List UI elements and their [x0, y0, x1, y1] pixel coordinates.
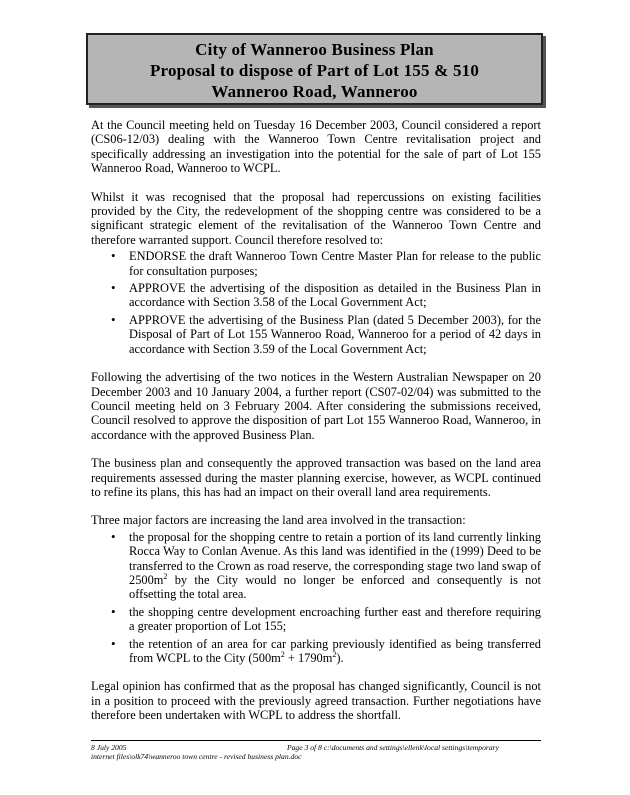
- footer-date: 8 July 2005: [91, 743, 127, 752]
- factor-1-text-end: by the City would no longer be enforced and consequently is not offsetting the total area.: [129, 572, 541, 602]
- paragraph-advertising: Following the advertising of the two notices in the Western Australian Newspaper on 20 December 2003 and 10 January 2004, a further report (CS07-02/04) was submitted to the Council meeting held on 3 February 2004. After considering the submissions received, Council resolved to approve the disposition of part Lot 155 Wanneroo Road, Wanneroo, in accordance with the approved Business Plan.: [91, 370, 541, 442]
- title-line-1: City of Wanneroo Business Plan: [195, 40, 434, 59]
- paragraph-council-meeting: At the Council meeting held on Tuesday 16 December 2003, Council considered a report (CS06-12/03) dealing with the Wanneroo Town Centre revitalisation project and specifically addressing an investigation into the potential for the sale of part of Lot 155 Wanneroo Road, Wanneroo to WCPL.: [91, 118, 541, 176]
- list-item: • ENDORSE the draft Wanneroo Town Centre Master Plan for release to the public for consultation purposes;: [91, 249, 541, 278]
- resolution-list: [91, 249, 541, 356]
- paragraph-resolution-intro: Whilst it was recognised that the proposal had repercussions on existing facilities provided by the City, the redevelopment of the shopping centre was considered to be a significant strategic element of the revitalisation of the Wanneroo Town Centre and therefore warranted support. Council therefore resolved to:: [91, 189, 541, 247]
- factor-3-text-mid: + 1790m: [284, 651, 333, 665]
- factor-3-text: the retention of an area for car parking previously identified as being transferred from WCPL to the City (500m: [129, 636, 541, 665]
- page-footer: [91, 740, 541, 761]
- list-item: • APPROVE the advertising of the disposition as detailed in the Business Plan in accordance with Section 3.58 of the Local Government Act;: [91, 281, 541, 310]
- list-item: [91, 637, 541, 666]
- list-item: • APPROVE the advertising of the Business Plan (dated 5 December 2003), for the Disposal of Part of Lot 155 Wanneroo Road, Wanneroo for a period of 42 days in accordance with Section 3.59 of the Local Government Act;: [91, 313, 541, 356]
- paragraph-legal-opinion: Legal opinion has confirmed that as the proposal has changed significantly, Council is not in a position to proceed with the previously agreed transaction. Further negotiations have therefore been undertaken with WCPL to address the shortfall.: [91, 679, 541, 723]
- factors-list: [91, 530, 541, 666]
- title-line-2: Proposal to dispose of Part of Lot 155 & 510: [149, 61, 480, 80]
- factor-1-text: the proposal for the shopping centre to retain a portion of its land currently linking Rocca Way to Conlan Avenue. As this land was identified in the (1999) Deed to be transferred to the Crown as road reserve, the corresponding stage two land swap of 2500m: [129, 529, 541, 587]
- paragraph-business-plan: The business plan and consequently the approved transaction was based on the land area requirements assessed during the master planning exercise, however, as WCPL continued to refine its plans, this has had an impact on their overall land area requirements.: [91, 456, 541, 499]
- footer-path: internet files\olk74\wanneroo town centre - revised business plan.doc: [91, 752, 302, 761]
- superscript: 2: [280, 649, 285, 659]
- factor-3-text-end: ).: [336, 651, 344, 665]
- superscript: 2: [332, 649, 337, 659]
- title-line-3: Wanneroo Road, Wanneroo: [211, 82, 418, 101]
- paragraph-factors-intro: Three major factors are increasing the land area involved in the transaction:: [91, 513, 466, 528]
- list-item: • the shopping centre development encroaching further east and therefore requiring a greater proportion of Lot 155;: [91, 605, 541, 634]
- list-item: [91, 530, 541, 602]
- document-body: [91, 118, 541, 737]
- footer-line-1: [91, 743, 541, 752]
- title-banner: [86, 33, 543, 105]
- footer-page: Page 3 of 8 c:\documents and settings\ellenk\local settings\temporary: [287, 743, 499, 752]
- superscript: 2: [163, 571, 168, 581]
